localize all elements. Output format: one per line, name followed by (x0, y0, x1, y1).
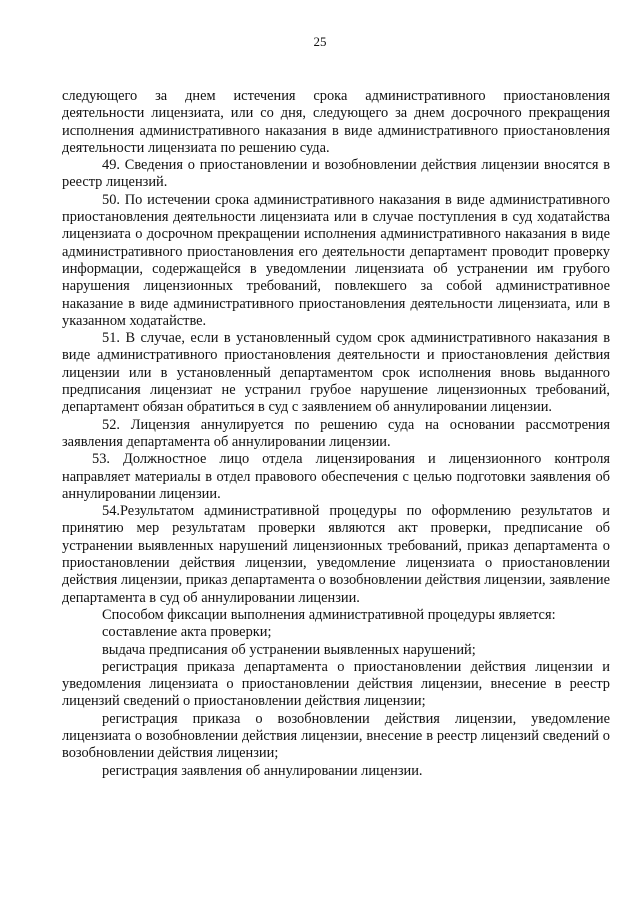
paragraph-fixation-item-2: выдача предписания об устранении выявленных нарушений; (102, 641, 476, 658)
paragraph-51: 51. В случае, если в установленный судом срок административного наказания в виде административного приостановления деятельности и приостановления действия лицензии или в установленный департаментом срок исполнения вновь выданного предписания лицензиат не устранил грубое нарушение лицензионных требований, департамент обязан обратиться в суд с заявлением об аннулировании лицензии. (62, 330, 610, 416)
document-body (62, 88, 610, 780)
paragraph-fixation-item-5: регистрация заявления об аннулировании лицензии. (102, 762, 423, 779)
paragraph-54: 54.Результатом административной процедуры по оформлению результатов и принятию мер результатам проверки являются акт проверки, предписание об устранении выявленных нарушений лицензионных требований, приказ департамента о приостановлении действия лицензии, уведомление лицензиата о приостановлении действия лицензии, приказ департамента о возобновлении действия лицензии, заявление департамента в суд об аннулировании лицензии. (62, 503, 610, 606)
paragraph-fixation-item-4: регистрация приказа о возобновлении действия лицензии, уведомление лицензиата о возобновлении действия лицензии, внесение в реестр лицензий сведений о возобновлении действия лицензии; (62, 710, 610, 762)
paragraph-53: 53. Должностное лицо отдела лицензирования и лицензионного контроля направляет материалы в отдел правового обеспечения с целью подготовки заявления об аннулировании лицензии. (62, 451, 610, 502)
paragraph-fixation-item-3: регистрация приказа департамента о приостановлении действия лицензии и уведомления лицензиата о приостановлении действия лицензии, внесение в реестр лицензий сведений о приостановлении действия лицензии; (62, 658, 610, 710)
paragraph-fixation-intro: Способом фиксации выполнения административной процедуры является: (102, 606, 556, 623)
paragraph-49: 49. Сведения о приостановлении и возобновлении действия лицензии вносятся в реестр лицензий. (62, 157, 610, 191)
paragraph-fixation-item-1: составление акта проверки; (102, 624, 272, 641)
page-number: 25 (313, 34, 327, 49)
paragraph-52: 52. Лицензия аннулируется по решению суда на основании рассмотрения заявления департамента об аннулировании лицензии. (62, 416, 610, 450)
paragraph-continuation: следующего за днем истечения срока административного приостановления деятельности лицензиата, или со дня, следующего за днем досрочного прекращения исполнения административного наказания в виде административного приостановления деятельности лицензиата по решению суда. (62, 88, 610, 156)
paragraph-50: 50. По истечении срока административного наказания в виде административного приостановления деятельности лицензиата или в случае поступления в суд ходатайства лицензиата о досрочном прекращении исполнения административного наказания в виде административного приостановления его деятельности департамент проводит проверку информации, содержащейся в уведомлении лицензиата об устранении им грубого нарушения лицензионных требований, повлекшего за собой административное наказание в виде административного приостановления деятельности лицензиата, или в указанном ходатайстве. (62, 191, 610, 329)
